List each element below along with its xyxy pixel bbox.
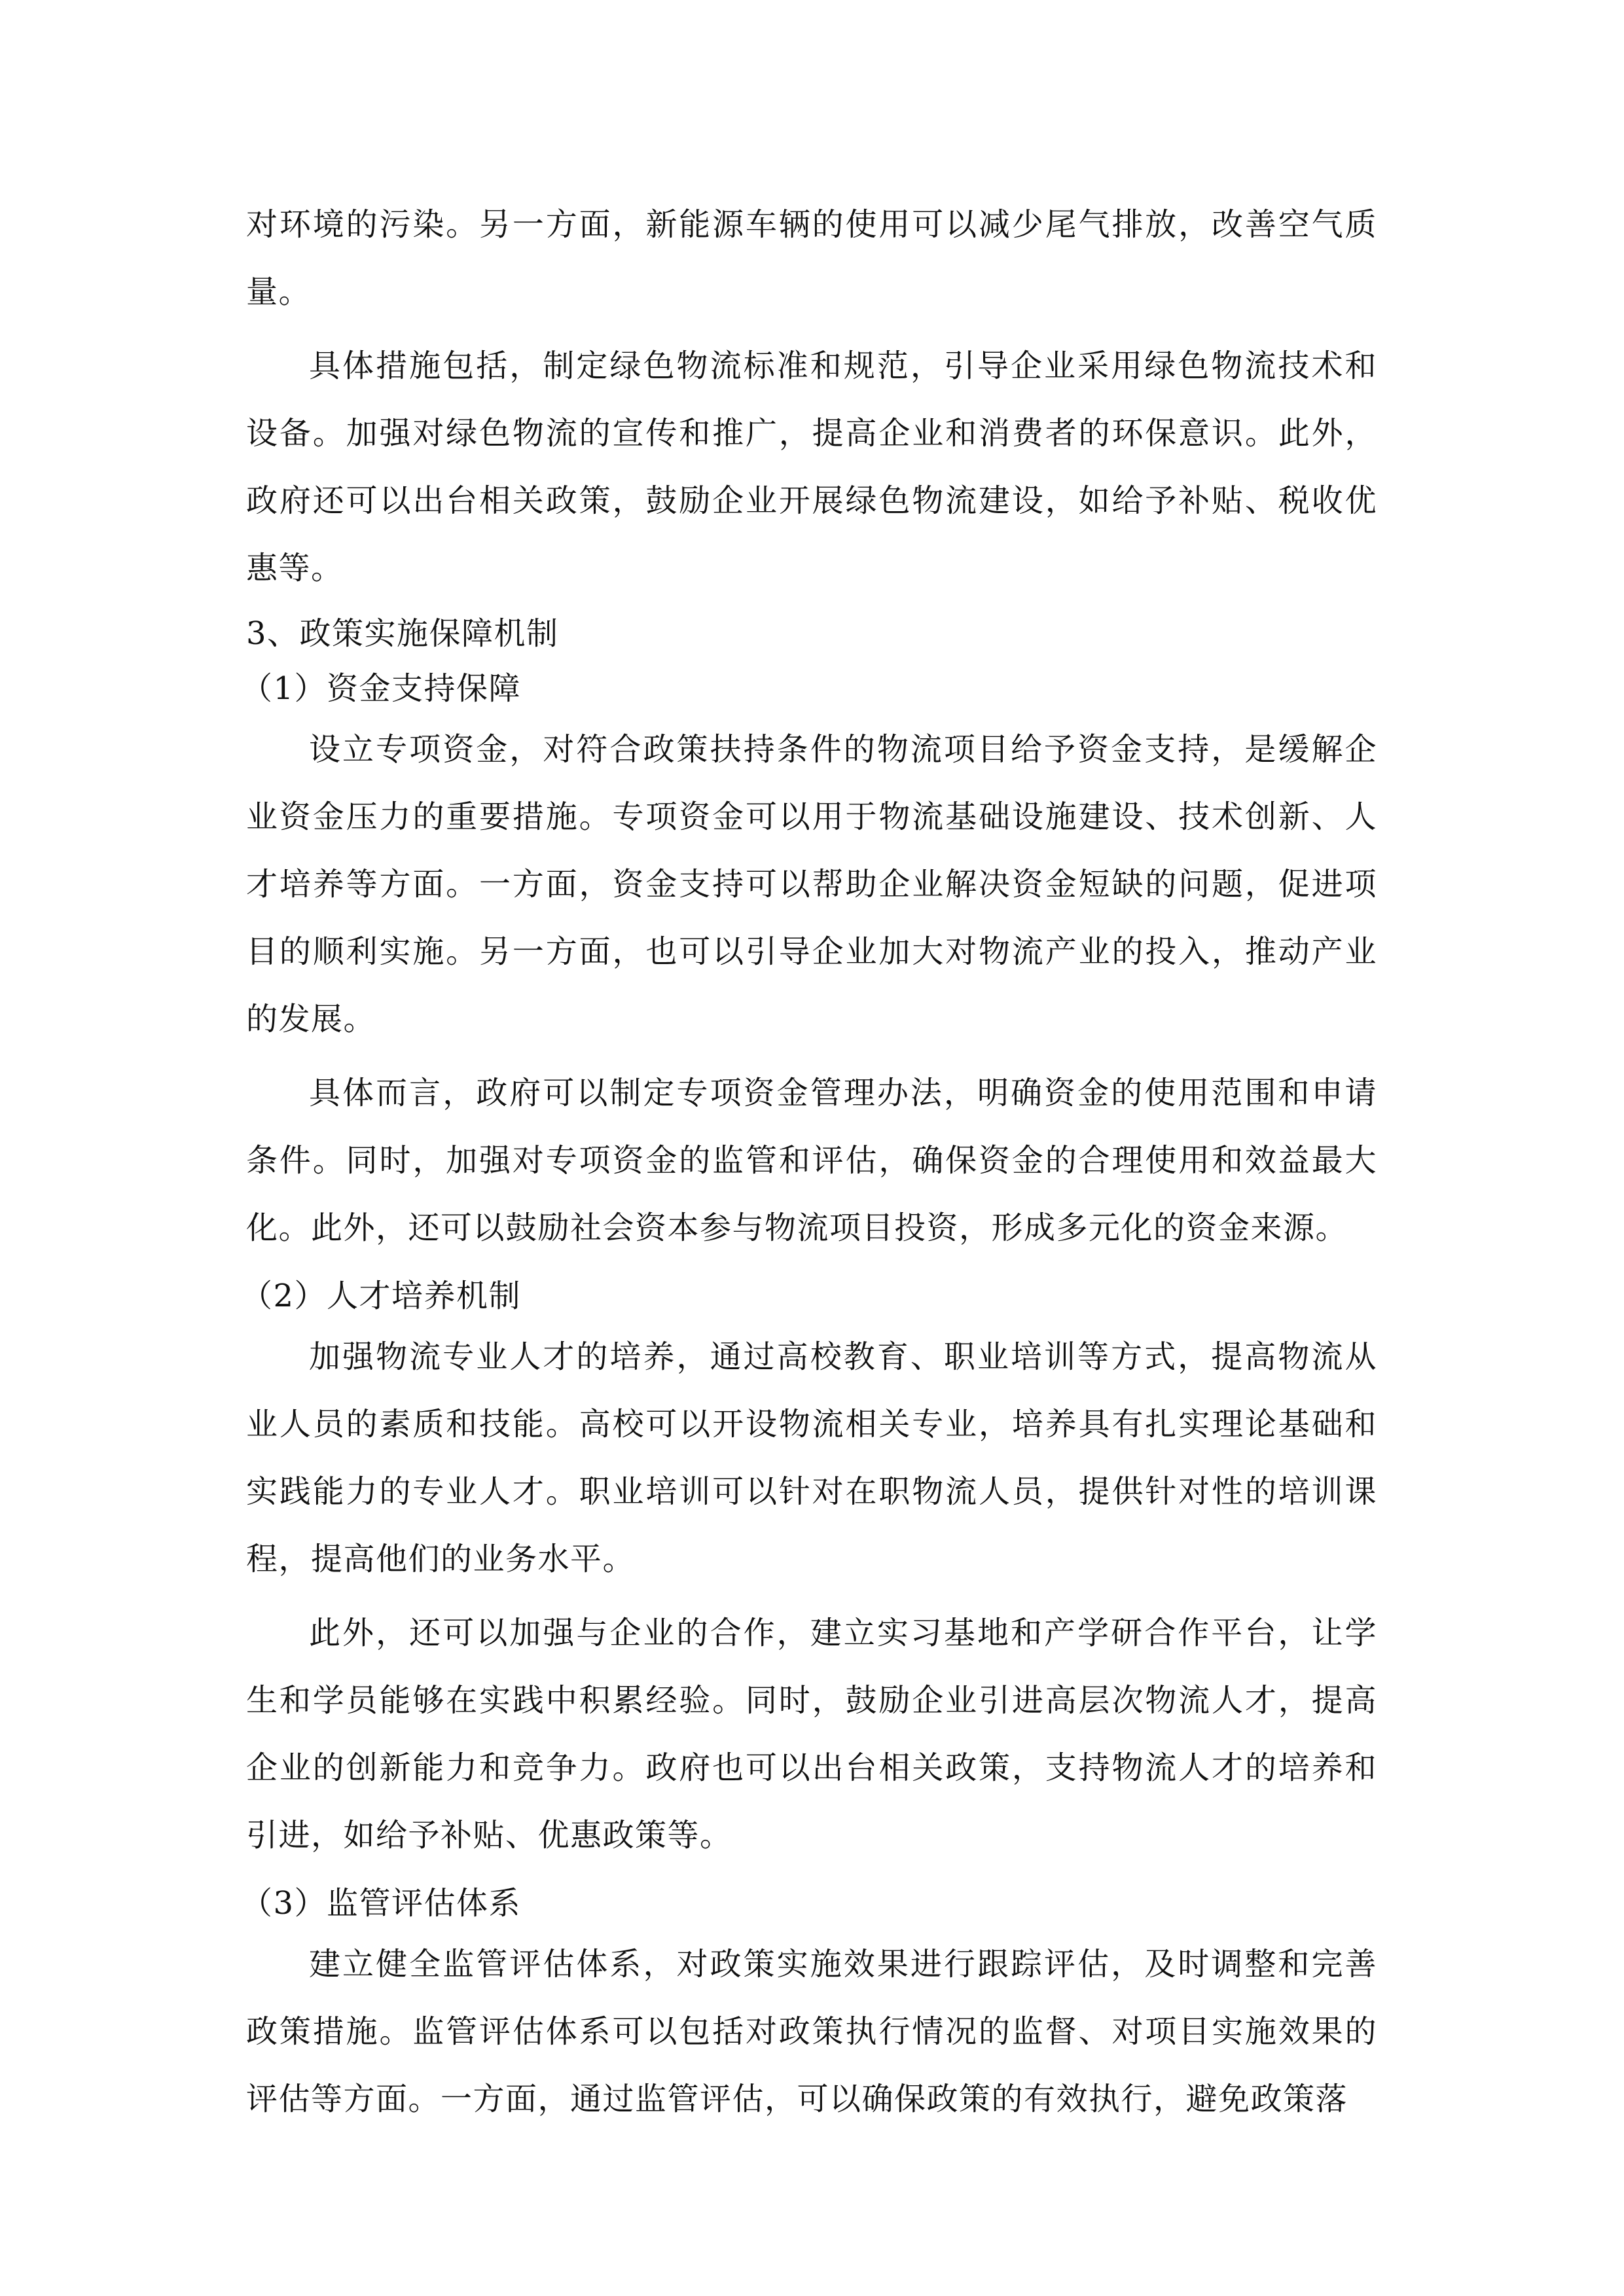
subsection-heading-supervision: （3）监管评估体系	[241, 1885, 522, 1922]
paragraph-fund-management: 具体而言，政府可以制定专项资金管理办法，明确资金的使用范围和申请条件。同时，加强对专项资金的监管和评估，确保资金的合理使用和效益最大化。此外，还可以鼓励社会资本参与物流项目投资，形成多元化的资金来源。	[246, 1075, 1377, 1246]
section-heading-policy-guarantee: 3、政策实施保障机制	[246, 615, 559, 652]
paragraph-enterprise-cooperation: 此外，还可以加强与企业的合作，建立实习基地和产学研合作平台，让学生和学员能够在实践中积累经验。同时，鼓励企业引进高层次物流人才，提高企业的创新能力和竞争力。政府也可以出台相关政策，支持物流人才的培养和引进，如给予补贴、优惠政策等。	[246, 1615, 1377, 1854]
continuation-paragraph: 对环境的污染。另一方面，新能源车辆的使用可以减少尾气排放，改善空气质量。	[246, 206, 1377, 310]
document-body	[241, 191, 1377, 2140]
paragraph-supervision-system: 建立健全监管评估体系，对政策实施效果进行跟踪评估，及时调整和完善政策措施。监管评估体系可以包括对政策执行情况的监督、对项目实施效果的评估等方面。一方面，通过监管评估，可以确保政策的有效执行，避免政策落	[246, 1946, 1377, 2117]
paragraph-special-funds: 设立专项资金，对符合政策扶持条件的物流项目给予资金支持，是缓解企业资金压力的重要措施。专项资金可以用于物流基础设施建设、技术创新、人才培养等方面。一方面，资金支持可以帮助企业解决资金短缺的问题，促进项目的顺利实施。另一方面，也可以引导企业加大对物流产业的投入，推动产业的发展。	[246, 731, 1377, 1037]
subsection-heading-funding: （1）资金支持保障	[241, 670, 522, 707]
paragraph-talent-training: 加强物流专业人才的培养，通过高校教育、职业培训等方式，提高物流从业人员的素质和技能。高校可以开设物流相关专业，培养具有扎实理论基础和实践能力的专业人才。职业培训可以针对在职物流人员，提供针对性的培训课程，提高他们的业务水平。	[246, 1338, 1377, 1577]
subsection-heading-talent: （2）人才培养机制	[241, 1278, 522, 1314]
paragraph-green-logistics-measures: 具体措施包括，制定绿色物流标准和规范，引导企业采用绿色物流技术和设备。加强对绿色物流的宣传和推广，提高企业和消费者的环保意识。此外，政府还可以出台相关政策，鼓励企业开展绿色物流建设，如给予补贴、税收优惠等。	[246, 348, 1377, 586]
